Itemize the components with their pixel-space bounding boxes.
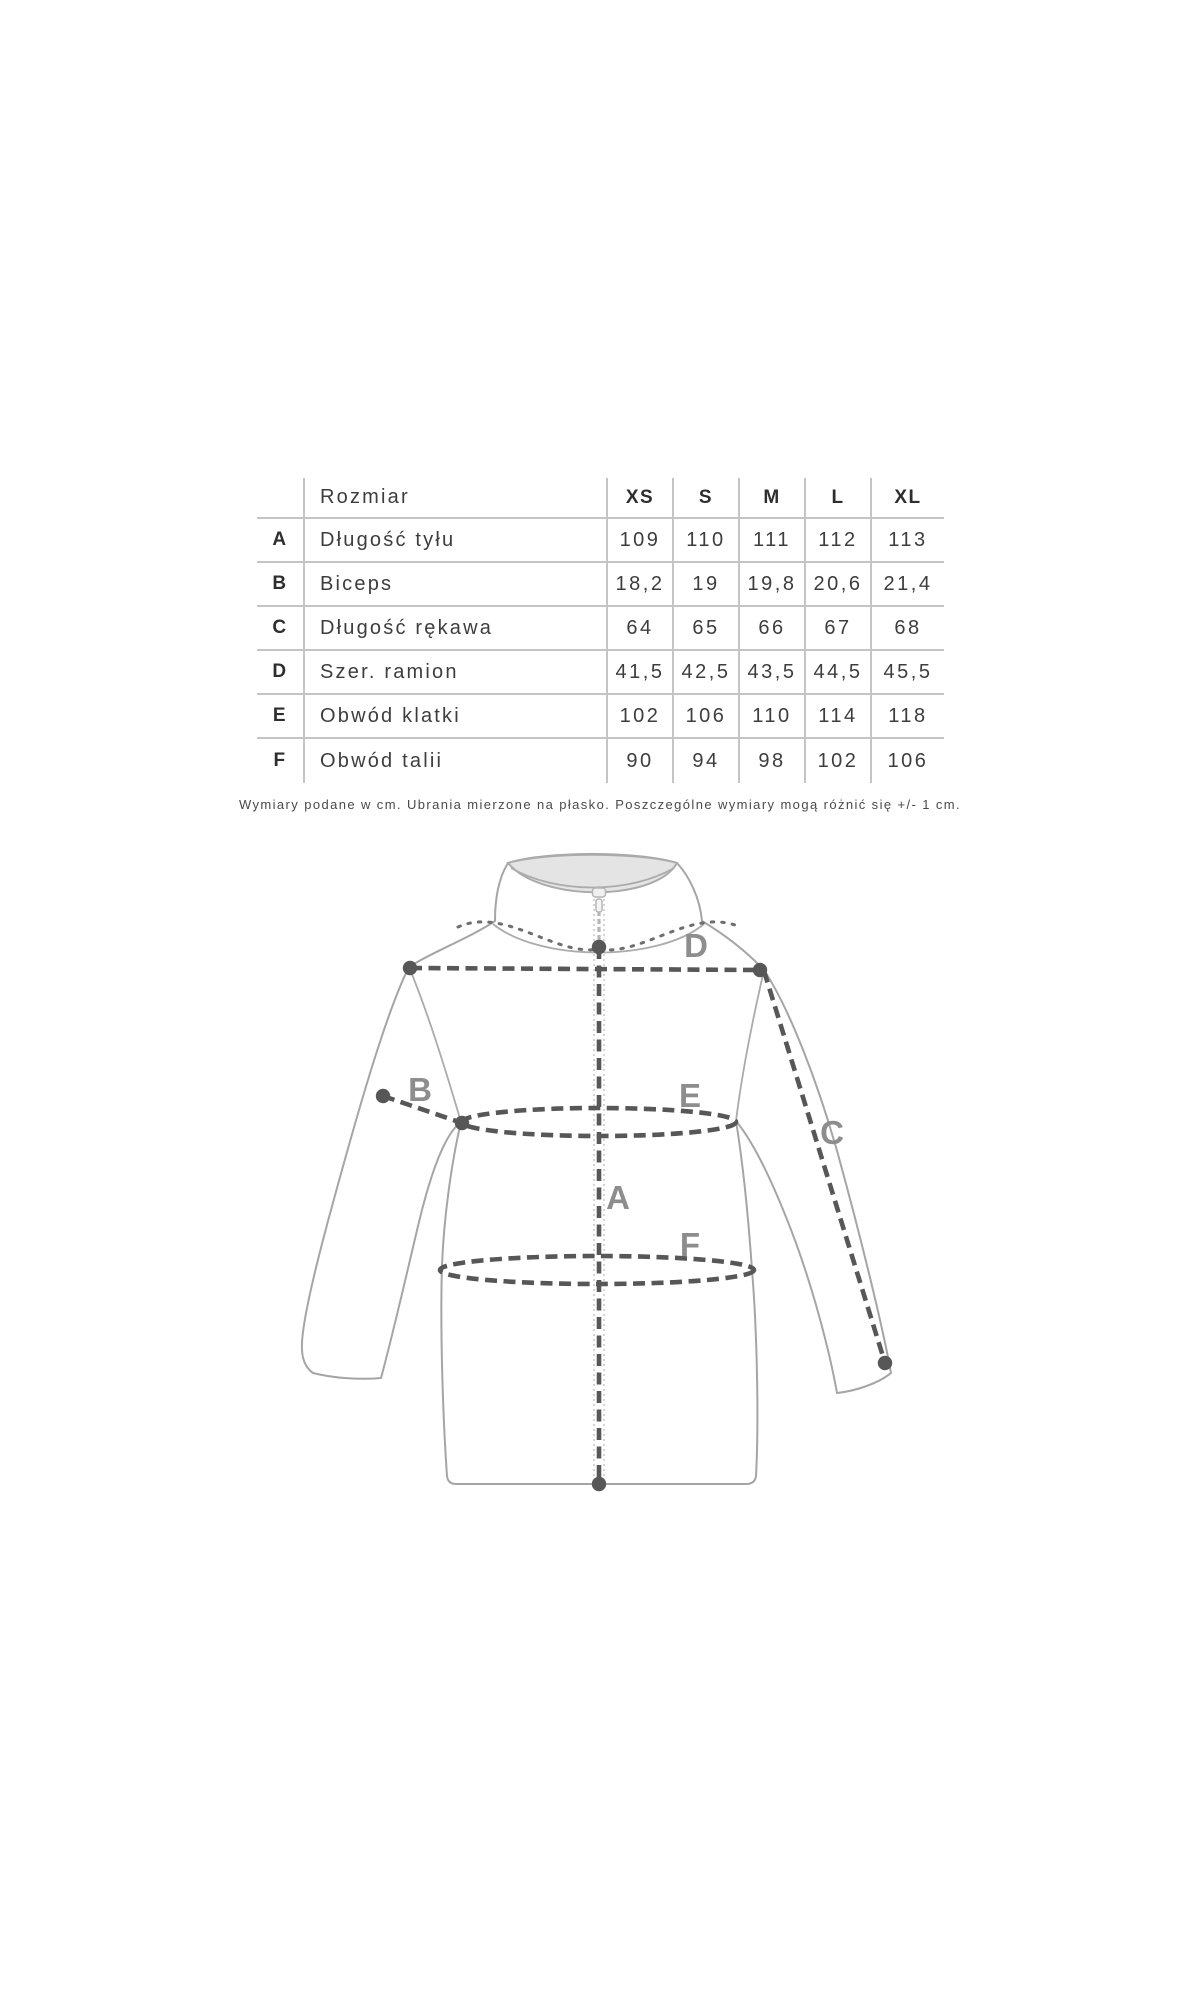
row-b-value-xs: 18,2 <box>608 563 674 607</box>
row-e-value-xl: 118 <box>872 695 944 739</box>
row-e-value-xs: 102 <box>608 695 674 739</box>
diagram-label-a: A <box>606 1179 630 1216</box>
jacket-diagram <box>280 840 920 1510</box>
row-b-value-m: 19,8 <box>740 563 806 607</box>
row-c-value-l: 67 <box>806 607 872 651</box>
row-d-value-s: 42,5 <box>674 651 740 695</box>
measure-dot <box>376 1089 390 1103</box>
row-d-value-l: 44,5 <box>806 651 872 695</box>
row-a-value-xs: 109 <box>608 519 674 563</box>
diagram-label-c: C <box>820 1114 844 1151</box>
row-d-value-xl: 45,5 <box>872 651 944 695</box>
row-e-key: E <box>257 695 305 739</box>
row-e-value-m: 110 <box>740 695 806 739</box>
row-b-value-xl: 21,4 <box>872 563 944 607</box>
size-header-xs: XS <box>608 478 674 519</box>
measure-dot <box>592 940 606 954</box>
row-d-value-xs: 41,5 <box>608 651 674 695</box>
row-f-name: Obwód talii <box>305 739 608 783</box>
size-header-m: M <box>740 478 806 519</box>
measure-dot <box>592 1477 606 1491</box>
size-header-s: S <box>674 478 740 519</box>
diagram-label-d: D <box>684 927 708 964</box>
diagram-label-e: E <box>678 1077 702 1114</box>
row-d-value-m: 43,5 <box>740 651 806 695</box>
row-c-value-s: 65 <box>674 607 740 651</box>
size-label-header: Rozmiar <box>305 478 608 519</box>
measure-dot <box>878 1356 892 1370</box>
row-c-value-m: 66 <box>740 607 806 651</box>
table-corner-cell <box>257 478 305 519</box>
measurement-note: Wymiary podane w cm. Ubrania mierzone na płasko. Poszczególne wymiary mogą różnić się +/- 1 cm. <box>238 797 962 812</box>
measure-dot <box>753 963 767 977</box>
diagram-label-f: F <box>679 1226 701 1263</box>
size-header-l: L <box>806 478 872 519</box>
measure-dot <box>403 961 417 975</box>
row-a-value-s: 110 <box>674 519 740 563</box>
row-c-value-xl: 68 <box>872 607 944 651</box>
measure-dot <box>455 1116 469 1130</box>
row-a-value-xl: 113 <box>872 519 944 563</box>
row-e-value-s: 106 <box>674 695 740 739</box>
row-b-value-s: 19 <box>674 563 740 607</box>
zipper-pull <box>593 888 606 897</box>
row-f-value-m: 98 <box>740 739 806 783</box>
diagram-label-b: B <box>408 1071 432 1108</box>
size-header-xl: XL <box>872 478 944 519</box>
row-b-name: Biceps <box>305 563 608 607</box>
row-d-name: Szer. ramion <box>305 651 608 695</box>
row-a-value-m: 111 <box>740 519 806 563</box>
row-e-name: Obwód klatki <box>305 695 608 739</box>
row-c-key: C <box>257 607 305 651</box>
row-b-key: B <box>257 563 305 607</box>
row-d-key: D <box>257 651 305 695</box>
size-table <box>257 478 944 783</box>
row-c-name: Długość rękawa <box>305 607 608 651</box>
row-b-value-l: 20,6 <box>806 563 872 607</box>
row-f-value-l: 102 <box>806 739 872 783</box>
row-a-name: Długość tyłu <box>305 519 608 563</box>
row-f-value-xl: 106 <box>887 749 929 772</box>
row-f-value-xs: 90 <box>608 739 674 783</box>
row-f-value-s: 94 <box>674 739 740 783</box>
row-a-key: A <box>257 519 305 563</box>
row-e-value-l: 114 <box>806 695 872 739</box>
row-c-value-xs: 64 <box>608 607 674 651</box>
zipper-tab <box>596 899 602 912</box>
row-f-key: F <box>257 739 305 783</box>
row-a-value-l: 112 <box>806 519 872 563</box>
